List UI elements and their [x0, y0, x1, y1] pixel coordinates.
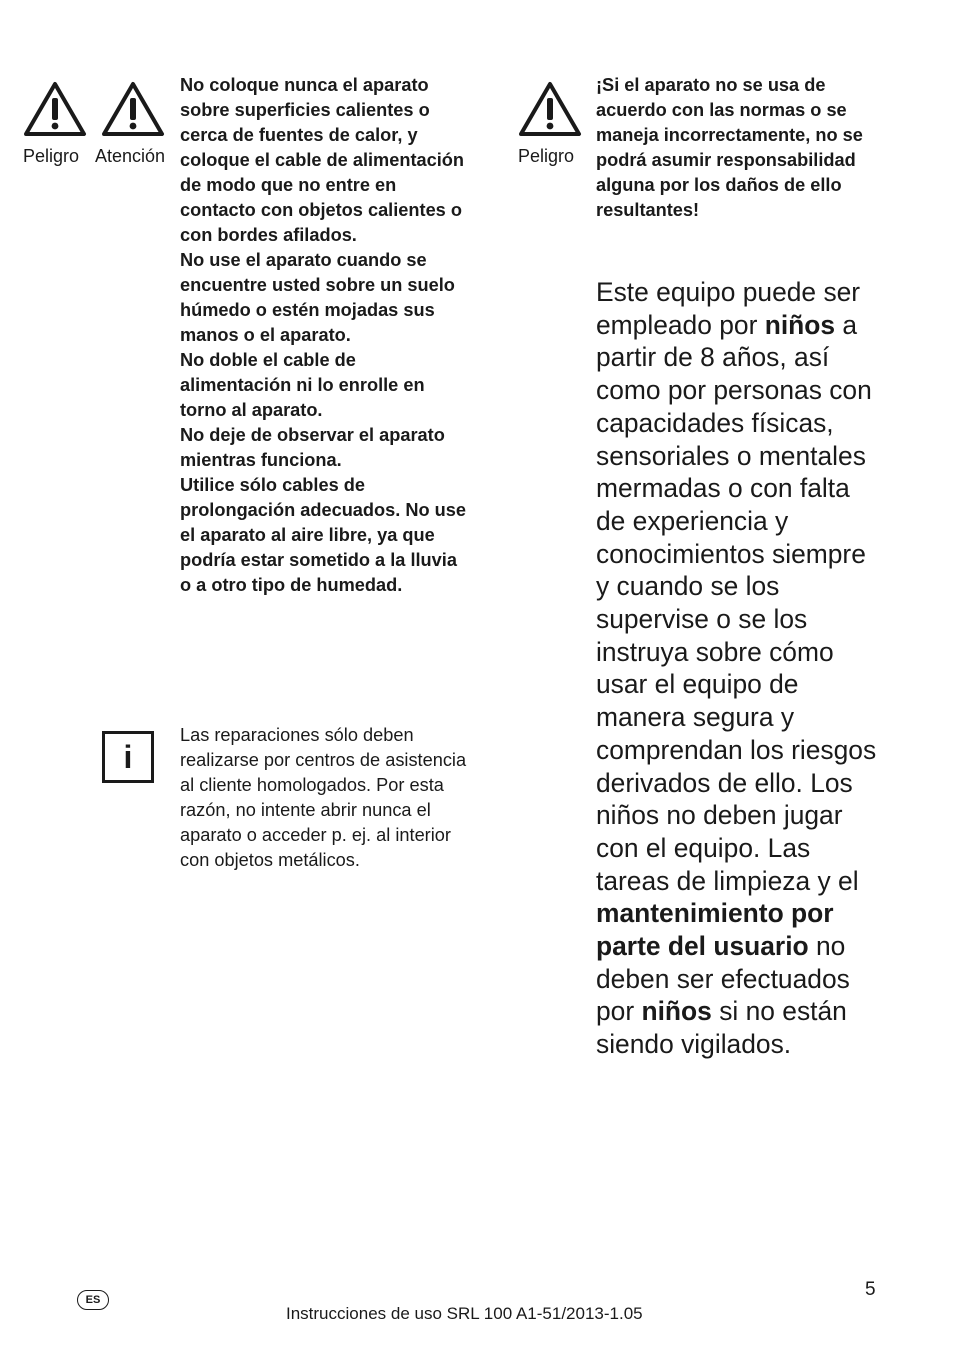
danger-triangle-icon-right	[517, 80, 583, 138]
children-notice-text: Este equipo puede ser empleado por	[596, 277, 861, 340]
info-icon	[102, 731, 154, 783]
repair-info-note: Las reparaciones sólo deben realizarse por centros de asistencia al cliente homologados. Por esta razón, no intente abrir nunca el aparato o acceder p. ej. al interior con objetos metálicos.	[180, 725, 467, 870]
warning-list	[180, 73, 470, 598]
warning-item: No doble el cable de alimentación ni lo enrolle en torno al aparato.	[180, 350, 425, 420]
warning-item: No deje de observar el aparato mientras funciona.	[180, 425, 445, 470]
children-notice-bold: mantenimiento por parte del usuario	[596, 898, 834, 962]
warning-item: Utilice sólo cables de prolongación adecuados. No use el aparato al aire libre, ya que podría estar sometido a la lluvia o a otro tipo de humedad.	[180, 475, 466, 595]
caution-triangle-icon	[100, 80, 166, 138]
language-badge: ES	[77, 1290, 109, 1310]
document-id: Instrucciones de uso SRL 100 A1-51/2013-1.05	[286, 1304, 643, 1323]
danger-label-right: Peligro	[518, 146, 575, 166]
children-notice	[596, 276, 878, 1061]
children-notice-bold: niños	[764, 309, 836, 340]
children-notice-text: si no están siendo vigilados.	[596, 996, 847, 1060]
children-notice-text: no deben ser efectuados por	[596, 931, 850, 1027]
info-glyph: i	[123, 739, 133, 775]
page-number: 5	[865, 1279, 876, 1300]
children-notice-bold: niños	[641, 996, 712, 1027]
warning-item: No coloque nunca el aparato sobre superficies calientes o cerca de fuentes de calor, y coloque el cable de alimentación de modo que no entre en contacto con objetos calientes o con bordes afilados.	[180, 75, 465, 245]
children-notice-text: a partir de 8 años, así como por personas con capacidades físicas, sensoriales o mentales mermadas o con falta de experiencia y conocimientos siempre y cuando se los supervise o se los instruya sobre cómo usar el equipo de manera segura y comprendan los riesgos derivados de ello. Los niños no deben jugar con el equipo. Las tareas de limpieza y el	[596, 309, 877, 896]
liability-warning: ¡Si el aparato no se usa de acuerdo con las normas o se maneja incorrectamente, no se podrá asumir responsabilidad alguna por los daños de ello resultantes!	[596, 75, 863, 220]
danger-triangle-icon	[22, 80, 88, 138]
caution-label: Atención	[95, 146, 166, 166]
danger-label: Peligro	[23, 146, 80, 166]
warning-item: No use el aparato cuando se encuentre usted sobre un suelo húmedo o estén mojadas sus manos o el aparato.	[180, 250, 455, 345]
